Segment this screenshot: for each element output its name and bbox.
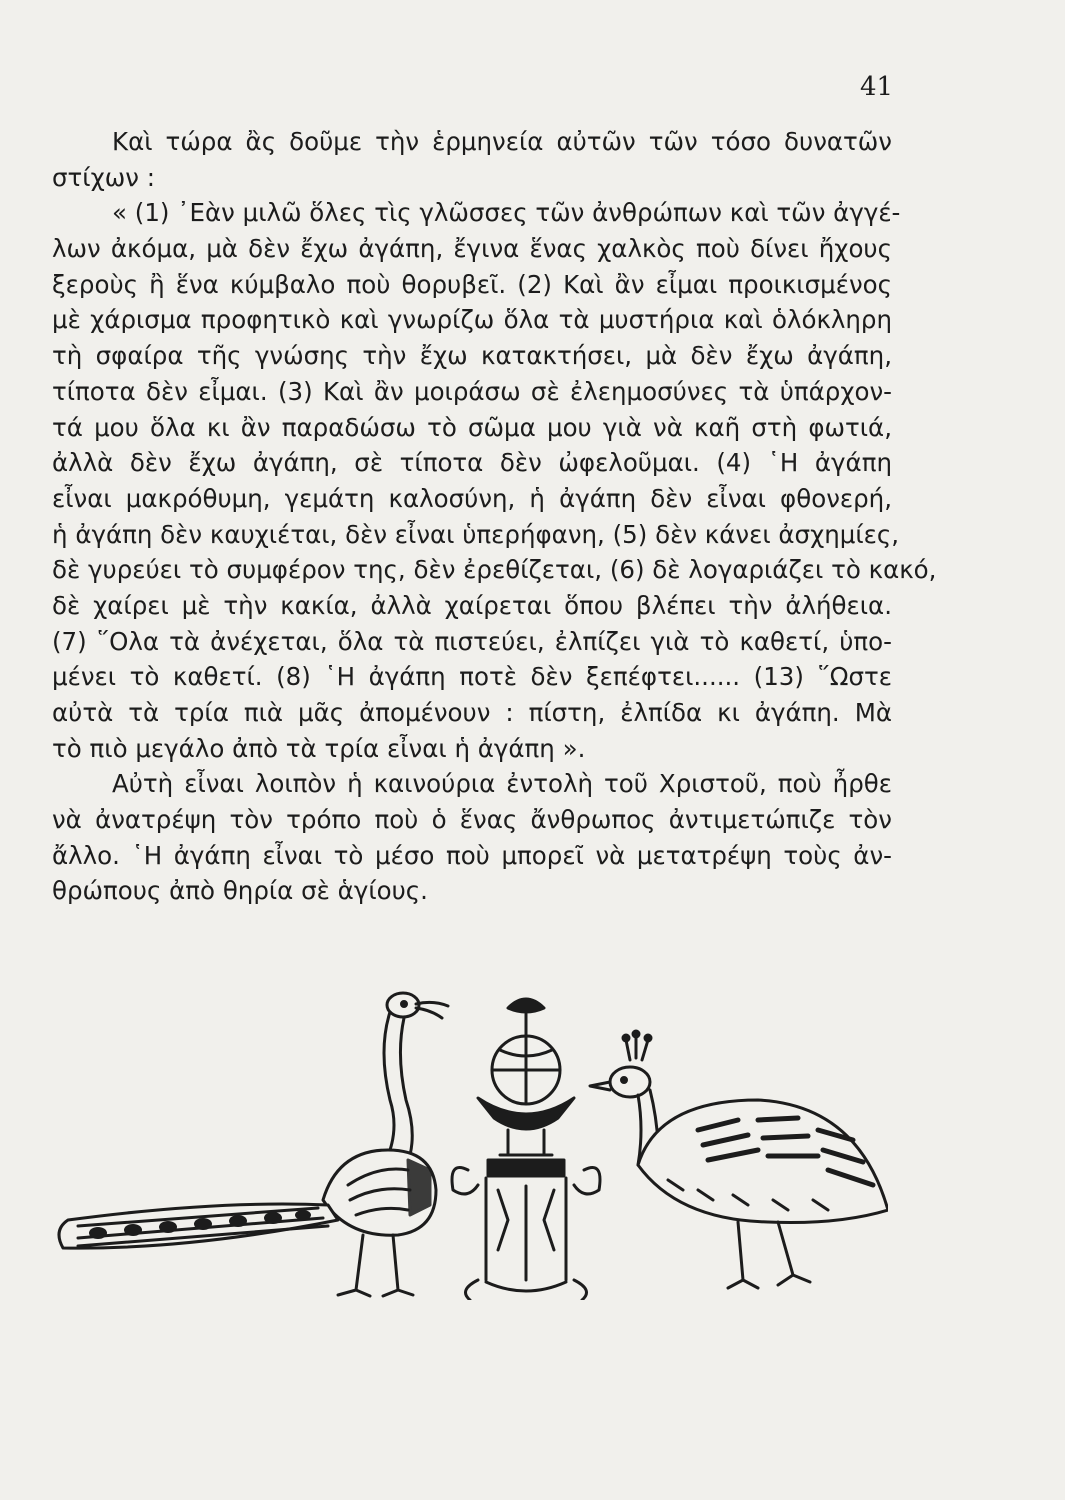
- text-line: τίποτα δὲν εἶμαι. (3) Καὶ ἂν μοιράσω σὲ ἐλεημοσύνες τὰ ὑπάρχον-: [52, 376, 892, 406]
- text-line: λων ἀκόμα, μὰ δὲν ἔχω ἀγάπη, ἔγινα ἕνας χαλκὸς ποὺ δίνει ἤχους: [52, 234, 892, 264]
- text-line: (7) ῞Ολα τὰ ἀνέχεται, ὅλα τὰ πιστεύει, ἐλπίζει γιὰ τὸ καθετί, ὑπο-: [52, 626, 892, 656]
- right-peacock-ornament: [590, 1031, 888, 1288]
- text-line: Καὶ τώρα ἂς δοῦμε τὴν ἑρμηνεία αὐτῶν τῶν τόσο δυνατῶν: [112, 127, 892, 156]
- left-peacock-ornament: [59, 993, 448, 1300]
- text-line: μένει τὸ καθετί. (8) ῾Η ἀγάπη ποτὲ δὲν ξεπέφτει...... (13) ῞Ωστε: [52, 662, 892, 692]
- text-line: Αὐτὴ εἶναι λοιπὸν ἡ καινούρια ἐντολὴ τοῦ Χριστοῦ, ποὺ ἦρθε: [112, 769, 892, 799]
- text-line: τὸ πιὸ μεγάλο ἀπὸ τὰ τρία εἶναι ἡ ἀγάπη ».: [52, 733, 586, 763]
- text-line: ξεροὺς ἢ ἕνα κύμβαλο ποὺ θορυβεῖ. (2) Καὶ ἂν εἶμαι προικισμένος: [52, 269, 892, 299]
- text-line: θρώπους ἀπὸ θηρία σὲ ἁγίους.: [52, 876, 428, 906]
- text-line: μὲ χάρισμα προφητικὸ καὶ γνωρίζω ὅλα τὰ μυστήρια καὶ ὁλόκληρη: [52, 305, 892, 335]
- text-line: αὐτὰ τὰ τρία πιὰ μᾶς ἀπομένουν : πίστη, ἐλπίδα κι ἀγάπη. Μὰ: [52, 698, 892, 727]
- text-line: στίχων :: [52, 162, 155, 192]
- text-line: νὰ ἀνατρέψη τὸν τρόπο ποὺ ὁ ἕνας ἄνθρωπος ἀντιμετώπιζε τὸν: [52, 805, 892, 835]
- text-line: εἶναι μακρόθυμη, γεμάτη καλοσύνη, ἡ ἀγάπη δὲν εἶναι φθονερή,: [52, 483, 892, 513]
- text-line: « (1) ᾽Εὰν μιλῶ ὅλες τὶς γλῶσσες τῶν ἀνθρώπων καὶ τῶν ἀγγέ-: [112, 198, 901, 228]
- text-line: ἄλλο. ῾Η ἀγάπη εἶναι τὸ μέσο ποὺ μπορεῖ νὰ μετατρέψη τοὺς ἀν-: [52, 840, 892, 870]
- text-line: τὴ σφαίρα τῆς γνώσης τὴν ἔχω κατακτήσει, μὰ δὲν ἔχω ἀγάπη,: [52, 341, 892, 371]
- text-line: δὲ χαίρει μὲ τὴν κακία, ἀλλὰ χαίρεται ὅπου βλέπει τὴν ἀλήθεια.: [52, 590, 892, 620]
- peacocks-vignette: [38, 990, 888, 1300]
- central-chalice-ornament: [452, 999, 600, 1300]
- body-text: [52, 124, 937, 909]
- text-line: ἀλλὰ δὲν ἔχω ἀγάπη, σὲ τίποτα δὲν ὠφελοῦμαι. (4) ῾Η ἀγάπη: [52, 448, 892, 478]
- text-line: τά μου ὅλα κι ἂν παραδώσω τὸ σῶμα μου γιὰ νὰ καῆ στὴ φωτιά,: [52, 412, 892, 442]
- text-line: δὲ γυρεύει τὸ συμφέρον της, δὲν ἐρεθίζεται, (6) δὲ λογαριάζει τὸ κακό,: [52, 555, 937, 585]
- text-line: ἡ ἀγάπη δὲν καυχιέται, δὲν εἶναι ὑπερήφανη, (5) δὲν κάνει ἀσχημίες,: [52, 519, 900, 549]
- page-number: 41: [860, 72, 894, 102]
